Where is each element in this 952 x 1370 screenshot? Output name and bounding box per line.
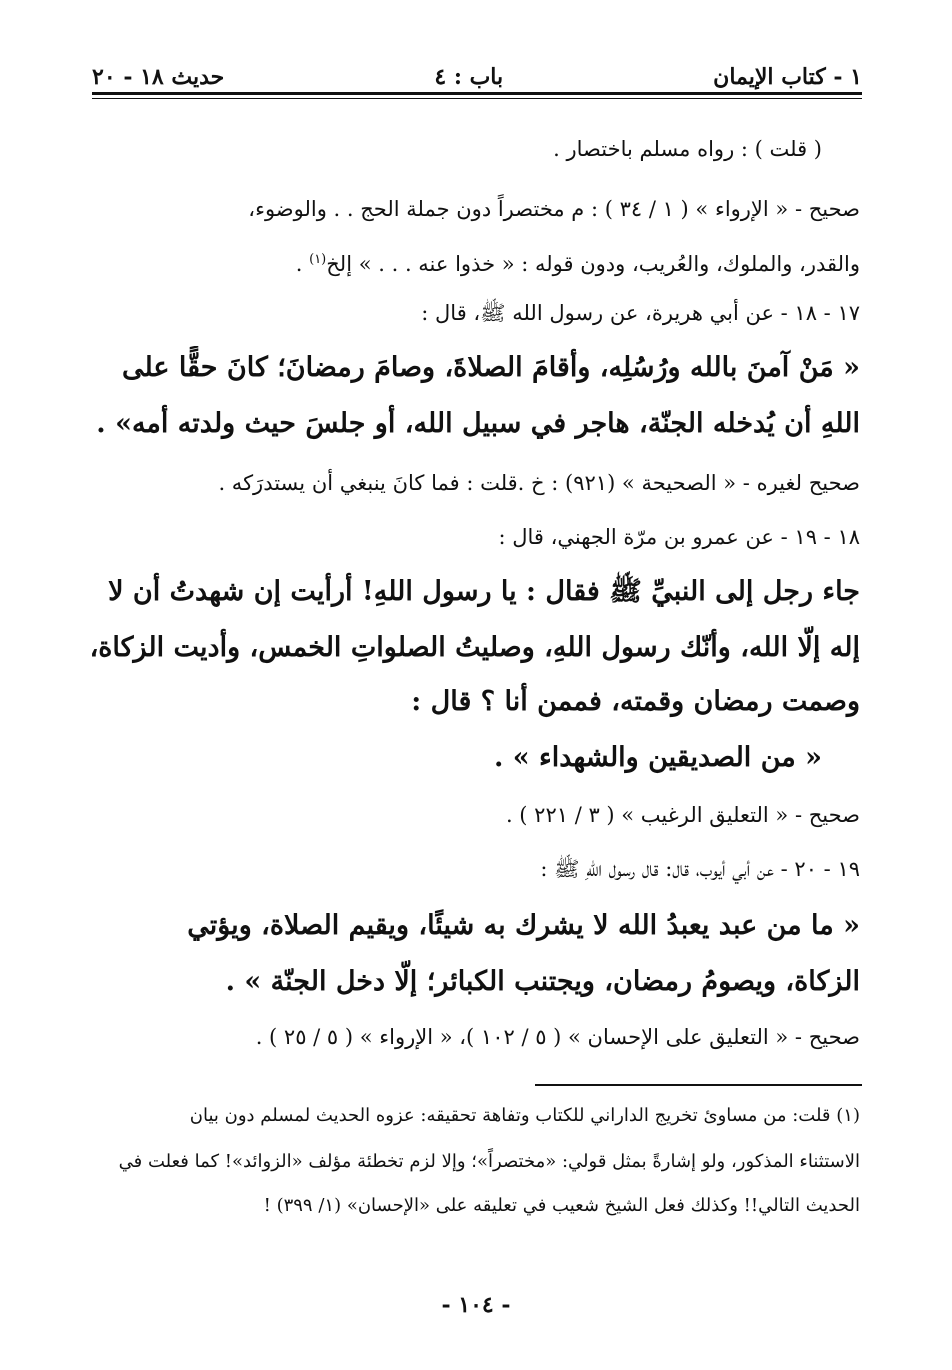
running-header <box>92 52 862 92</box>
hadith-17-isnad: ١٧ - ١٨ - عن أبي هريرة، عن رسول الله ﷺ، قال : <box>421 301 860 325</box>
hadith-19-matn-1: « ما من عبد يعبدُ الله لا يشرك به شيئًا، ويقيم الصلاة، ويؤتي <box>187 910 860 941</box>
footnote-separator <box>535 1084 862 1086</box>
hadith-range: حديث ١٨ - ٢٠ <box>92 64 225 90</box>
grading-line-cont-text: والقدر، والملوك، والعُريب، ودون قوله : « خذوا عنه . . . » إلخ <box>326 252 860 276</box>
footnote-ref: (١) <box>309 252 327 267</box>
hadith-19-matn-2: الزكاة، ويصومُ رمضان، ويجتنب الكبائر؛ إلّا دخل الجنّة » . <box>225 966 860 997</box>
hadith-18-isnad: ١٨ - ١٩ - عن عمرو بن مرّة الجهني، قال : <box>498 525 860 549</box>
chapter-label: باب : ٤ <box>434 64 504 90</box>
grading-line-cont: والقدر، والملوك، والعُريب، ودون قوله : « خذوا عنه . . . » إلخ$^{(١)}$ . <box>295 252 860 276</box>
hadith-17-matn-1: « مَنْ آمنَ بالله ورُسُلِه، وأقامَ الصلاةَ، وصامَ رمضانَ؛ كانَ حقًّا على <box>121 352 860 383</box>
hadith-19-isnad: ١٩ - ٢٠ - عن أبي أيوب، قال: قال رسول اللهِ ﷺ : <box>540 857 860 881</box>
grading-line: صحيح - « الإرواء » ( ١ / ٣٤ ) : م مختصراً دون جملة الحج . . والوضوء، <box>248 197 860 221</box>
hadith-18-matn-2: إله إلّا الله، وأنّك رسول اللهِ، وصليتُ الصلواتِ الخمس، وأديت الزكاة، <box>89 632 860 663</box>
footnote-line: الاستثناء المذكور، ولو إشارةً بمثل قولي: «مختصراً»؛ وإلا لزم تخطئة مؤلف «الزوائد»! كما فعلت في <box>118 1151 860 1172</box>
header-rule-thick <box>92 92 862 95</box>
hadith-17-grading: صحيح لغيره - « الصحيحة » (٩٢١) : خ .قلت : فما كانَ ينبغي أن يستدرَكه . <box>218 471 860 495</box>
page-number: - ١٠٤ - <box>441 1292 511 1318</box>
hadith-18-matn-3: وصمت رمضان وقمته، فممن أنا ؟ قال : <box>411 686 860 717</box>
hadith-18-matn-1: جاء رجل إلى النبيِّ ﷺ فقال : يا رسول اللهِ! أرأيت إن شهدتُ أن لا <box>108 576 860 607</box>
hadith-17-matn-2: اللهِ أن يُدخله الجنّة، هاجر في سبيل الله، أو جلسَ حيث ولدته أمه» . <box>96 408 860 439</box>
hadith-18-grading: صحيح - « التعليق الرغيب » ( ٣ / ٢٢١ ) . <box>505 803 860 827</box>
hadith-19-grading: صحيح - « التعليق على الإحسان » ( ٥ / ١٠٢ )، « الإرواء » ( ٥ / ٢٥ ) . <box>255 1025 860 1049</box>
book-title: ١ - كتاب الإيمان <box>713 64 862 90</box>
footnote-line: الحديث التالي!! وكذلك فعل الشيخ شعيب في تعليقه على «الإحسان» (١/ ٣٩٩) ! <box>263 1195 860 1216</box>
header-rule-thin <box>92 98 862 99</box>
hadith-18-matn-4: « من الصديقين والشهداء » . <box>493 742 822 773</box>
note-line: ( قلت ) : رواه مسلم باختصار . <box>553 137 822 161</box>
footnote-line: (١) قلت: من مساوئ تخريج الداراني للكتاب وتفاهة تحقيقه: عزوه الحديث لمسلم دون بيان <box>189 1105 860 1126</box>
